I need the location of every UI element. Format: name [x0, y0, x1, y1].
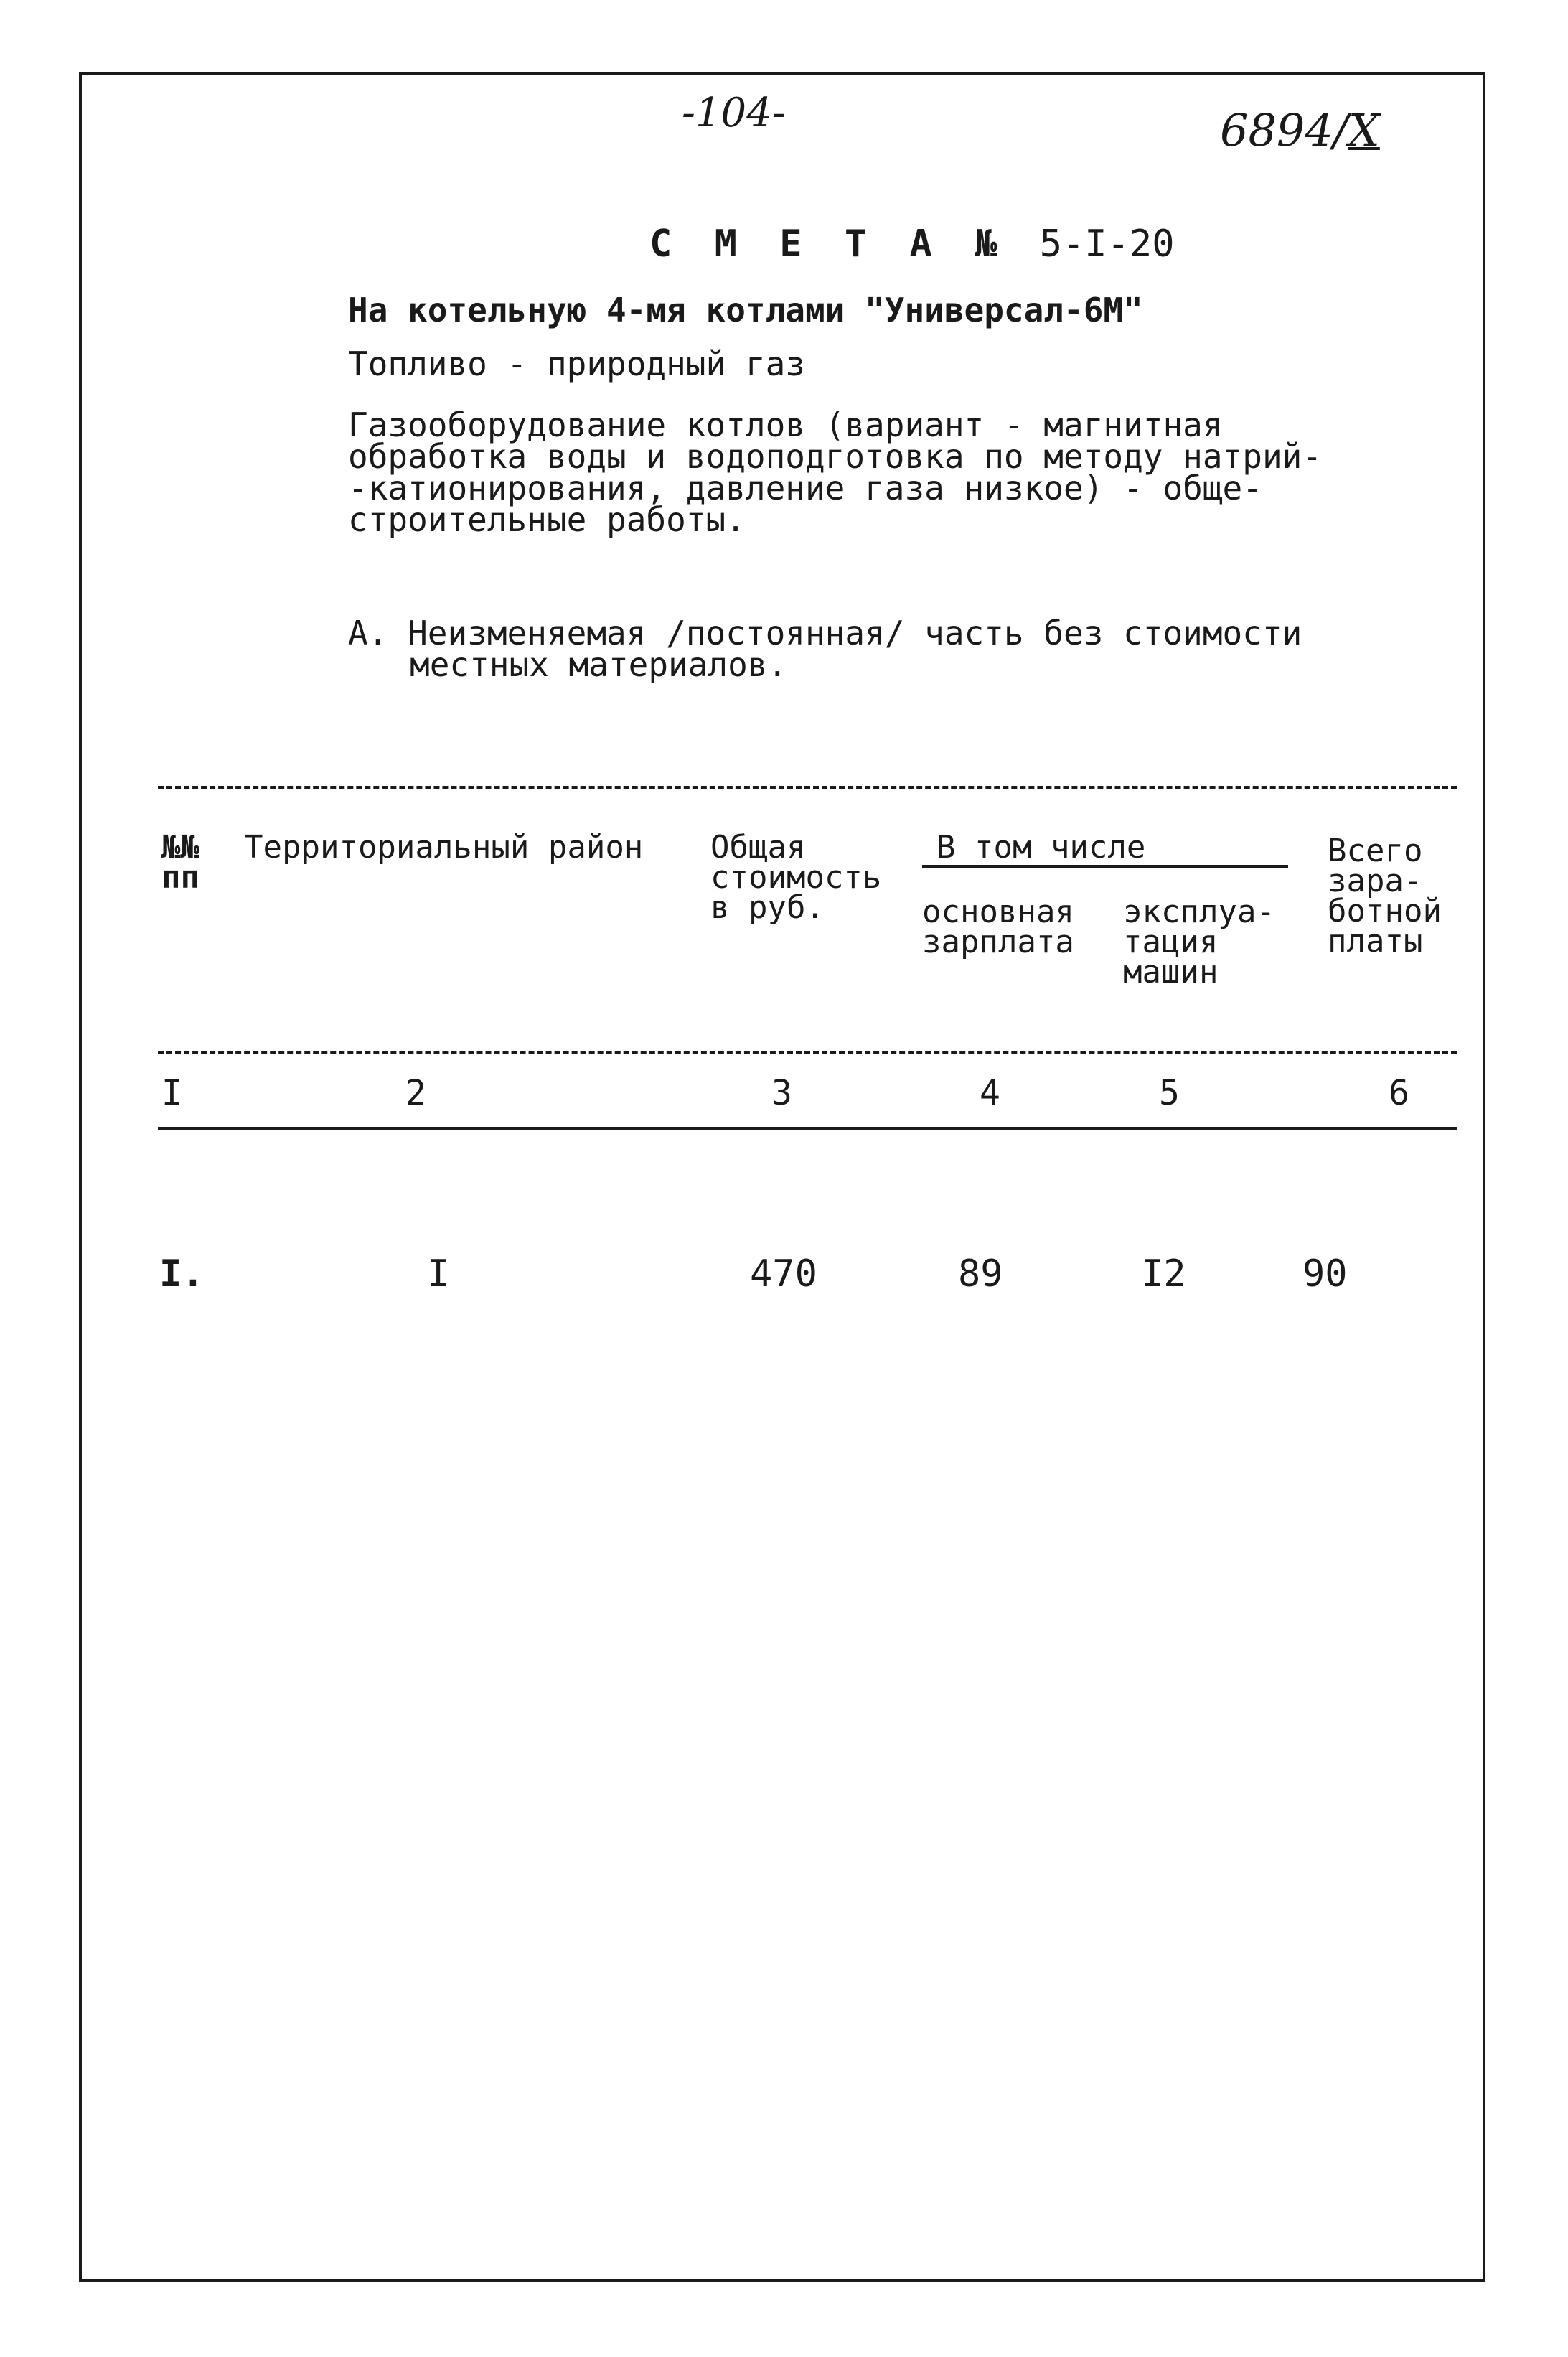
table-cell-total-cost: 470: [750, 1252, 817, 1295]
header-total-wages-line: Всего: [1328, 833, 1423, 869]
column-number: 6: [1389, 1073, 1409, 1113]
header-machine-operation-line: машин: [1123, 954, 1219, 990]
table-columns-rule: [158, 1127, 1457, 1130]
header-total-cost-line: в руб.: [710, 889, 825, 926]
document-title: [649, 222, 1175, 266]
section-a: [348, 614, 1302, 684]
header-machine-operation: [1123, 894, 1275, 990]
header-row-number: [161, 829, 199, 896]
header-base-salary-line: зарплата: [922, 924, 1074, 960]
table-cell-total-wages: 90: [1302, 1252, 1348, 1295]
table-header-rule: [158, 1051, 1457, 1054]
subtitle-line-1: На котельную 4-мя котлами "Универсал-6М": [348, 291, 1143, 329]
column-number: 5: [1159, 1073, 1180, 1113]
section-a-line-2: местных материалов.: [410, 645, 788, 684]
header-machine-operation-line: эксплуа-: [1123, 894, 1275, 930]
header-total-cost: [710, 829, 882, 926]
header-base-salary-line: основная: [922, 894, 1074, 930]
column-number: 4: [980, 1073, 1000, 1113]
header-base-salary: [922, 894, 1074, 960]
header-total-cost-line: Общая: [710, 829, 806, 866]
table-top-rule: [158, 786, 1457, 789]
header-total-wages-line: ботной: [1328, 893, 1442, 929]
header-row-number-line: №№: [161, 829, 199, 866]
page-frame: [79, 72, 1485, 2282]
header-machine-operation-line: тация: [1123, 924, 1219, 960]
title-prefix: С М Е Т А №: [649, 222, 1008, 266]
section-a-line-1: А. Неизменяемая /постоянная/ часть без стоимости: [348, 614, 1302, 652]
work-description: [348, 406, 1323, 539]
header-group-including: В том числе: [936, 829, 1146, 866]
header-total-wages: [1328, 833, 1442, 960]
subtitle-line-2: Топливо - природный газ: [348, 345, 805, 383]
header-total-wages-line: платы: [1328, 923, 1423, 960]
archive-code: [1220, 104, 1380, 156]
header-total-cost-line: стоимость: [710, 859, 882, 896]
header-total-wages-line: зара-: [1328, 863, 1423, 899]
title-number: 5-I-20: [1039, 222, 1175, 266]
description-line: строительные работы.: [348, 500, 746, 539]
description-line: обработка воды и водоподготовка по методу натрий-: [348, 437, 1323, 476]
header-district: Территориальный район: [244, 829, 644, 866]
table-cell-district: I: [427, 1252, 450, 1295]
description-line: Газооборудование котлов (вариант - магнитная: [348, 406, 1223, 444]
column-number: 3: [771, 1073, 792, 1113]
header-row-number-line: пп: [161, 859, 199, 896]
page-number: -104-: [682, 90, 786, 136]
archive-code-main: 6894/: [1220, 104, 1348, 156]
table-cell-machine-operation: I2: [1141, 1252, 1186, 1295]
description-line: -катионирования, давление газа низкое) - обще-: [348, 469, 1262, 507]
table-row-number: I.: [159, 1252, 205, 1295]
column-number: 2: [405, 1073, 426, 1113]
column-number: I: [161, 1073, 182, 1113]
archive-code-roman: X: [1348, 104, 1380, 156]
table-cell-base-salary: 89: [958, 1252, 1003, 1295]
